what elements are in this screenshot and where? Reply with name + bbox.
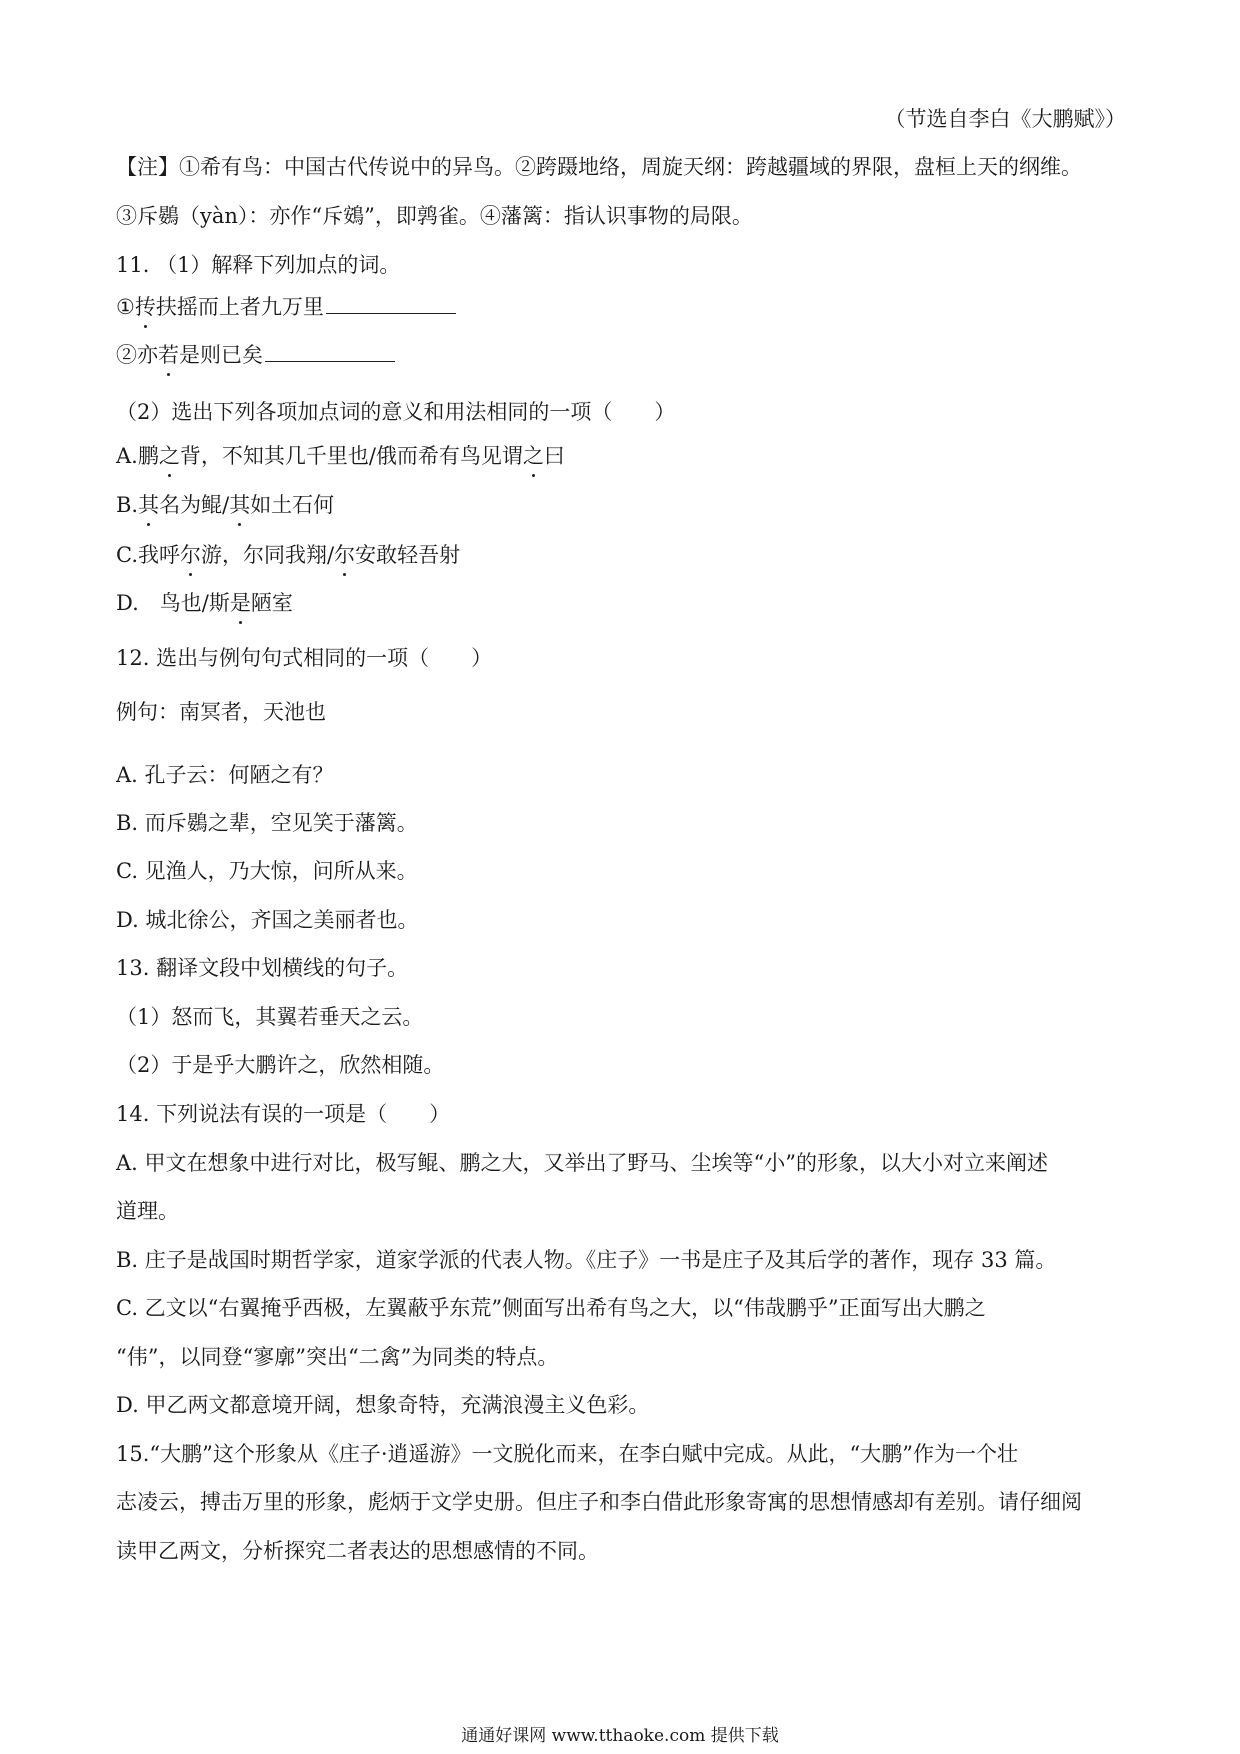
q13-sentence-2: （2）于是乎大鹏许之，欣然相随。 [116, 1053, 445, 1077]
page-footer: 通通好课网 www.tthaoke.com 提供下载 [461, 1726, 779, 1746]
q12-option-c: C. 见渔人，乃大惊，问所从来。 [116, 859, 418, 883]
dotted-word: 之 [159, 441, 180, 471]
note-line-2: ③斥鷃（yàn）：亦作“斥鴳”，即鹑雀。④藩篱：指认识事物的局限。 [116, 204, 753, 228]
answer-blank[interactable] [265, 339, 395, 362]
answer-blank[interactable] [326, 291, 456, 314]
q14-option-a-line-2: 道理。 [116, 1199, 179, 1223]
q15-line-2: 志凌云，搏击万里的形象，彪炳于文学史册。但庄子和李白借此形象寄寓的思想情感却有差别。请仔细阅 [116, 1490, 1082, 1514]
q11-option-b: B.其名为鲲/其如土石何 [116, 490, 1126, 520]
q12-stem: 12. 选出与例句句式相同的一项（ ） [116, 646, 493, 670]
q14-option-b: B. 庄子是战国时期哲学家，道家学派的代表人物。《庄子》一书是庄子及其后学的著作，现存 33 篇。 [116, 1248, 1057, 1272]
q11-stem: 11. （1）解释下列加点的词。 [116, 253, 401, 277]
q15-line-3: 读甲乙两文，分析探究二者表达的思想感情的不同。 [116, 1539, 599, 1563]
dotted-word: 是 [230, 588, 251, 618]
source-citation: （节选自李白《大鹏赋》） [884, 107, 1126, 131]
note-line-1: 【注】①希有鸟：中国古代传说中的异鸟。②跨蹑地络，周旋天纲：跨越疆域的界限，盘桓上天的纲维。 [116, 155, 1082, 179]
dotted-word: 之 [523, 441, 544, 471]
q11-item-2: ②亦若是则已矣 [116, 339, 1126, 370]
q11-item-1: ①抟扶摇而上者九万里 [116, 291, 1126, 322]
q14-stem: 14. 下列说法有误的一项是（ ） [116, 1102, 451, 1126]
dotted-word: 其 [229, 490, 250, 520]
q12-option-a: A. 孔子云：何陋之有？ [116, 763, 334, 787]
dotted-word: 尔 [180, 540, 201, 570]
dotted-word: 尔 [334, 540, 355, 570]
q15-line-1: 15.“大鹏”这个形象从《庄子·逍遥游》一文脱化而来，在李白赋中完成。从此，“大鹏”作为一个壮 [116, 1442, 1019, 1466]
q11-option-c: C.我呼尔游，尔同我翔/尔安敢轻吾射 [116, 540, 1126, 570]
q13-stem: 13. 翻译文段中划横线的句子。 [116, 956, 409, 980]
q12-example: 例句：南冥者，天池也 [116, 700, 326, 724]
q12-option-d: D. 城北徐公，齐国之美丽者也。 [116, 908, 419, 932]
q14-option-c-line-2: “伟”，以同登“寥廓”突出“二禽”为同类的特点。 [116, 1345, 559, 1369]
q12-option-b: B. 而斥鷃之辈，空见笑于藩篱。 [116, 811, 418, 835]
q11-option-d: D. 鸟也/斯是陋室 [116, 588, 1126, 618]
q13-sentence-1: （1）怒而飞，其翼若垂天之云。 [116, 1005, 424, 1029]
q14-option-a-line-1: A. 甲文在想象中进行对比，极写鲲、鹏之大，又举出了野马、尘埃等“小”的形象，以大小对立来阐述 [116, 1151, 1048, 1175]
q11-option-a: A.鹏之背，不知其几千里也/俄而希有鸟见谓之曰 [116, 441, 1126, 471]
q11-sub2-stem: （2）选出下列各项加点词的意义和用法相同的一项（ ） [116, 400, 676, 424]
dotted-word: 若 [158, 340, 179, 370]
q14-option-d: D. 甲乙两文都意境开阔，想象奇特，充满浪漫主义色彩。 [116, 1393, 650, 1417]
q14-option-c-line-1: C. 乙文以“右翼掩乎西极，左翼蔽乎东荒”侧面写出希有鸟之大，以“伟哉鹏乎”正面写出大鹏之 [116, 1296, 986, 1320]
dotted-word: 其 [138, 490, 159, 520]
dotted-word: 抟 [135, 292, 156, 322]
